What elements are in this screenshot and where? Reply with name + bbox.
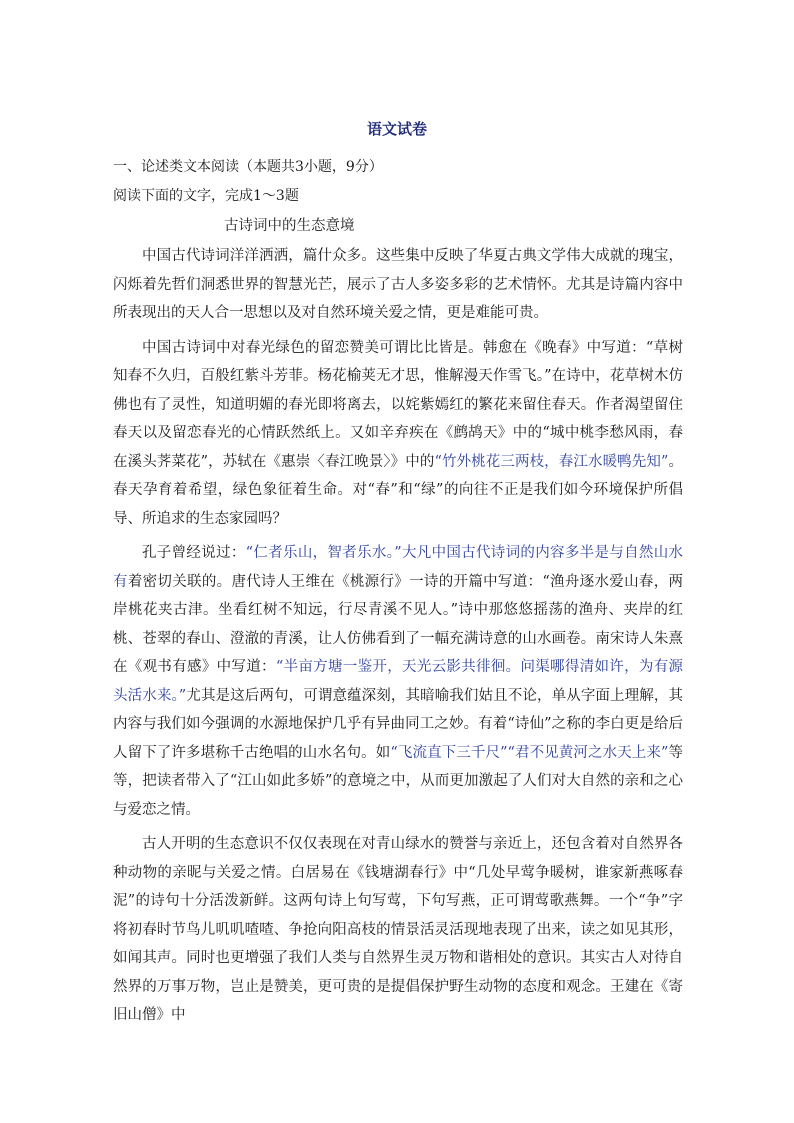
paragraph-1: 中国古代诗词洋洋洒洒，篇什众多。这些集中反映了华夏古典文学伟大成就的瑰宝，闪烁着先哲们洞悉世界的智慧光芒，展示了古人多姿多彩的艺术情怀。尤其是诗篇内容中所表现出的天人合一思想以及对自然环境关爱之情，更是难能可贵。 — [113, 248, 683, 321]
quote-text: “仁者乐山，智者乐水。”大凡中国古代诗词的内容多半是与自然山水有 — [113, 545, 684, 590]
paragraph-2: 中国古诗词中对春光绿色的留恋赞美可谓比比皆是。韩愈在《晚春》中写道：“草树知春不久归，百般红紫斗芳菲。杨花榆荚无才思，惟解漫天作雪飞。”在诗中，花草树木仿佛也有了灵性，知道明媚的春光即将离去，以姹紫嫣红的繁花来留住春天。作者渴望留住春天以及留恋春光的心情跃然纸上。又如辛弃疾在《鹧鸪天》中的“城中桃李愁风雨，春在溪头荠菜花”，苏轼在《惠崇〈春江晚景〉》中的“竹外桃花三两枝，春江水暖鸭先知”。春天孕育着希望，绿色象征着生命。对“春”和“绿”的向往不正是我们如今环境保护所倡导、所追求的生态家园吗？ — [113, 339, 684, 527]
page-title: 语文试卷 — [366, 120, 427, 138]
section-heading: 一、论述类文本阅读（本题共3小题，9分） — [113, 159, 383, 175]
instruction-text: 阅读下面的文字，完成1～3题 — [113, 188, 299, 204]
quote-text: “竹外桃花三两枝，春江水暖鸭先知” — [434, 453, 669, 470]
article-body — [113, 242, 683, 1036]
quote-text: “半亩方塘一鉴开，天光云影共徘徊。问渠哪得清如许，为有源头活水来。” — [113, 659, 683, 704]
quote-text: “飞流直下三千尺”“君不见黄河之水天上来” — [390, 744, 669, 761]
article-title: 古诗词中的生态意境 — [224, 218, 355, 234]
paragraph-3: 孔子曾经说过：“仁者乐山，智者乐水。”大凡中国古代诗词的内容多半是与自然山水有着密切关联的。唐代诗人王维在《桃源行》一诗的开篇中写道：“渔舟逐水爱山春，两岸桃花夹古津。坐看红树不知远，行尽青溪不见人。”诗中那悠悠摇荡的渔舟、夹岸的红桃、苍翠的春山、澄澈的青溪，让人仿佛看到了一幅充满诗意的山水画卷。南宋诗人朱熹在《观书有感》中写道：“半亩方塘一鉴开，天光云影共徘徊。问渠哪得清如许，为有源头活水来。”尤其是这后两句，可谓意蕴深刻，其暗喻我们姑且不论，单从字面上理解，其内容与我们如今强调的水源地保护几乎有异曲同工之妙。有着“诗仙”之称的李白更是给后人留下了许多堪称千古绝唱的山水名句。如“飞流直下三千尺”“君不见黄河之水天上来”等等，把读者带入了“江山如此多娇”的意境之中，从而更加激起了人们对大自然的亲和之心与爱恋之情。 — [113, 545, 684, 818]
paragraph-4: 古人开明的生态意识不仅仅表现在对青山绿水的赞誉与亲近上，还包含着对自然界各种动物的亲昵与关爱之情。白居易在《钱塘湖春行》中“几处早莺争暖树，谁家新燕啄春泥”的诗句十分活泼新鲜。这两句诗上句写莺，下句写燕，正可谓莺歌燕舞。一个“争”字将初春时节鸟儿叽叽喳喳、争抢向阳高枝的情景活灵活现地表现了出来，读之如见其形，如闻其声。同时也更增强了我们人类与自然界生灵万物和谐相处的意识。其实古人对待自然界的万事万物，岂止是赞美，更可贵的是提倡保护野生动物的态度和观念。王建在《寄旧山僧》中 — [113, 836, 683, 1023]
